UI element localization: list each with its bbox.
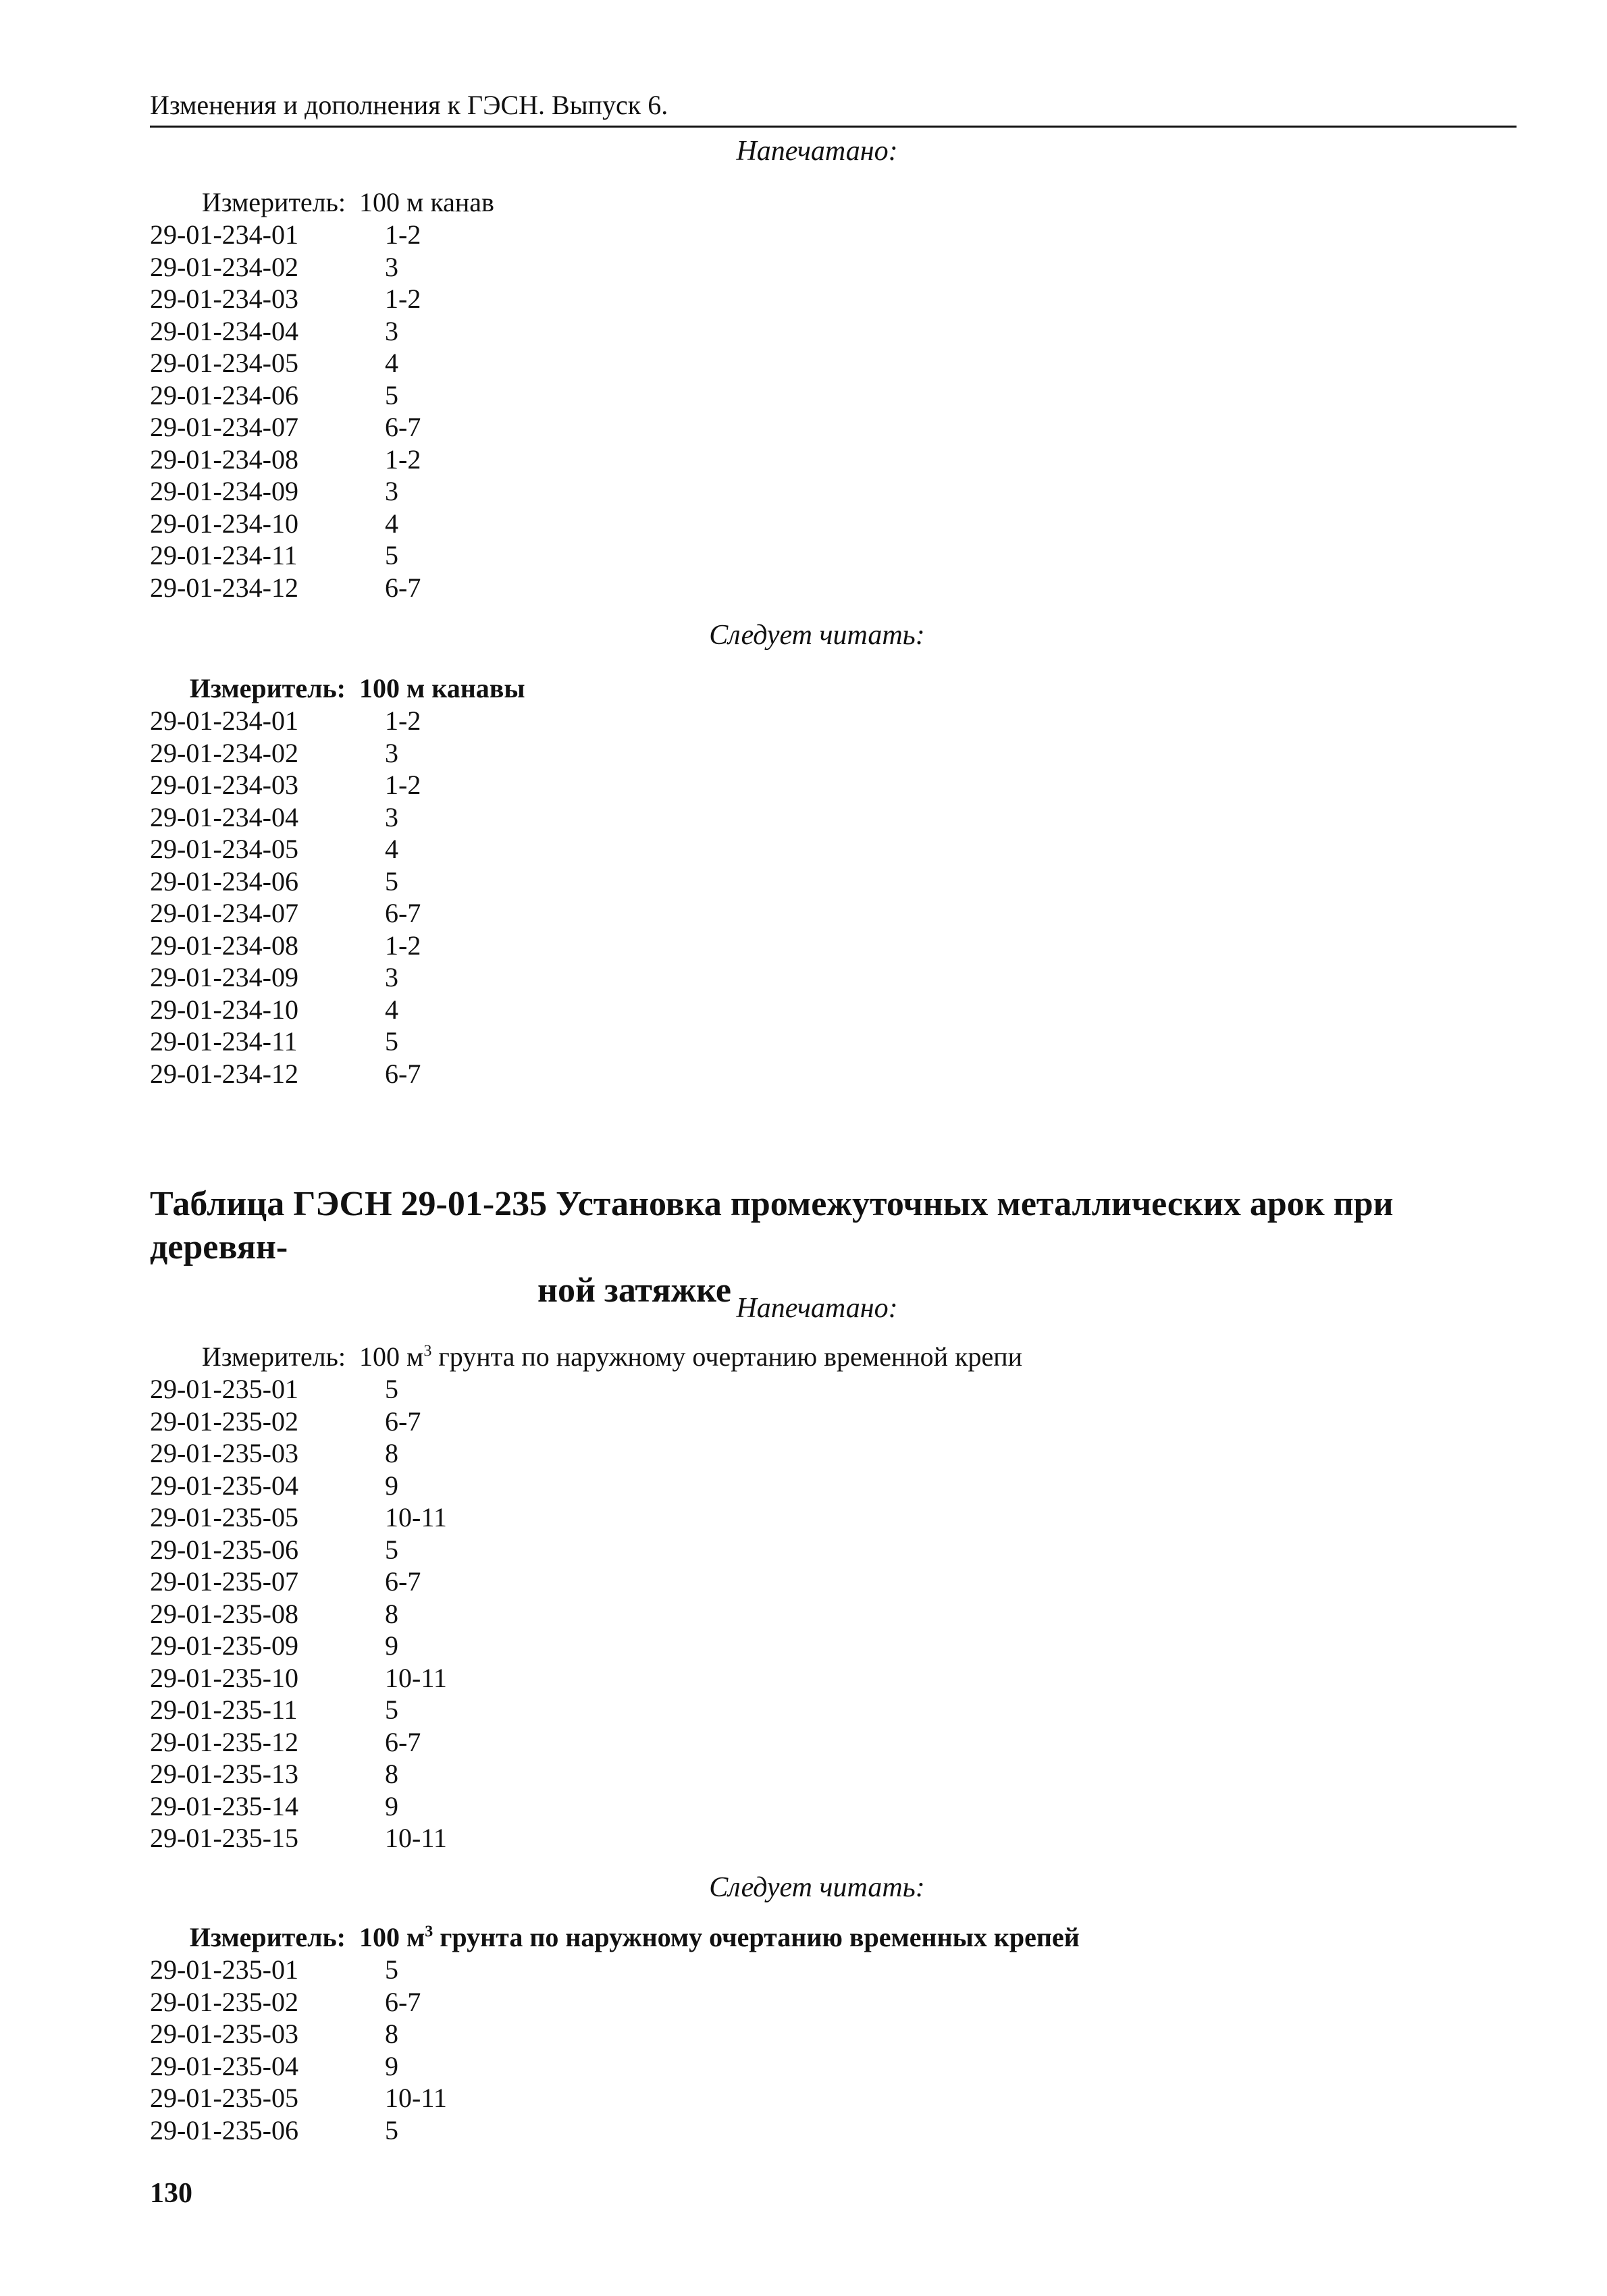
table-row [150,705,525,737]
row-value: 10-11 [385,1502,447,1532]
row-value: 4 [385,834,398,864]
row-code: 29-01-235-03 [150,2019,298,2049]
table-row [150,2114,1080,2147]
table-row [150,219,494,251]
table-row [150,251,494,284]
table-row [150,1726,1022,1759]
row-value: 5 [385,1954,398,1985]
measurer-value: 100 $м^3$ грунта по наружному очертанию временной крепи [359,1341,1023,1372]
row-code: 29-01-235-02 [150,1986,298,2017]
row-value: 6-7 [385,1058,421,1089]
row-value: 1-2 [385,705,421,736]
row-value: 5 [385,1026,398,1057]
table-row [150,994,525,1026]
table-row [150,283,494,315]
row-value: 5 [385,2114,398,2145]
measurer-value: 100 $м^3$ грунта по наружному очертанию временных крепей [359,1922,1080,1952]
row-value: 10-11 [385,2083,447,2113]
row-code: 29-01-234-03 [150,770,298,800]
row-value: 3 [385,476,398,506]
row-value: 4 [385,508,398,539]
row-value: 6-7 [385,572,421,603]
row-value: 10-11 [385,1823,447,1853]
section-235-corrected [150,1921,1080,2146]
table-row [150,961,525,994]
measurer-line [150,186,494,219]
row-code: 29-01-234-04 [150,315,298,346]
row-value: 6-7 [385,1566,421,1597]
measurer-label: Измеритель: [201,187,346,217]
row-value: 5 [385,865,398,897]
table-row [150,1566,1022,1598]
table-row [150,801,525,834]
table-row [150,897,525,930]
rows [150,705,525,1090]
rows [150,219,494,604]
row-code: 29-01-235-07 [150,1566,298,1597]
table-row [150,1694,1022,1726]
row-code: 29-01-234-06 [150,379,298,410]
printed-label: Напечатано: [736,136,898,167]
table-row [150,1373,1022,1406]
row-code: 29-01-234-10 [150,994,298,1025]
table-row [150,737,525,770]
measurer-line [150,1921,1080,1954]
row-code: 29-01-235-01 [150,1374,298,1404]
section-234-printed [150,186,494,604]
table-row [150,1406,1022,1438]
row-code: 29-01-235-06 [150,2114,298,2145]
row-code: 29-01-234-05 [150,348,298,378]
table-row [150,1954,1080,1986]
table-row [150,475,494,508]
table-row [150,865,525,898]
table-row [150,347,494,379]
row-code: 29-01-234-11 [150,1026,298,1057]
table-row [150,2082,1080,2114]
should-read-label: Следует читать: [709,1872,925,1903]
row-code: 29-01-235-11 [150,1694,298,1725]
row-code: 29-01-235-03 [150,1438,298,1468]
table-row [150,315,494,348]
table-row [150,2018,1080,2050]
row-value: 5 [385,1694,398,1725]
row-code: 29-01-235-13 [150,1759,298,1789]
table-row [150,508,494,540]
measurer-label: Измеритель: [201,1341,346,1372]
table-row [150,1058,525,1090]
table-row [150,930,525,962]
row-value: 3 [385,315,398,346]
row-code: 29-01-235-04 [150,1470,298,1501]
row-code: 29-01-234-07 [150,412,298,442]
row-code: 29-01-235-15 [150,1823,298,1853]
row-value: 5 [385,1534,398,1565]
table-row [150,1025,525,1058]
row-code: 29-01-234-12 [150,572,298,603]
row-value: 6-7 [385,412,421,442]
table-row [150,1758,1022,1790]
table-title-line2: ной затяжке [537,1271,731,1310]
table-row [150,1790,1022,1823]
table-row [150,833,525,865]
row-code: 29-01-234-04 [150,801,298,832]
row-value: 3 [385,962,398,992]
row-code: 29-01-234-01 [150,705,298,736]
row-code: 29-01-234-06 [150,865,298,897]
row-code: 29-01-234-08 [150,444,298,475]
row-value: 1-2 [385,444,421,475]
running-header: Изменения и дополнения к ГЭСН. Выпуск 6. [150,90,668,120]
row-code: 29-01-234-09 [150,962,298,992]
table-row [150,1501,1022,1534]
row-value: 6-7 [385,898,421,928]
measurer-value: 100 м канавы [359,673,525,703]
row-code: 29-01-234-01 [150,219,298,250]
row-code: 29-01-234-11 [150,540,298,570]
row-value: 4 [385,348,398,378]
row-code: 29-01-234-09 [150,476,298,506]
measurer-line [150,672,525,705]
row-value: 9 [385,2050,398,2081]
row-value: 8 [385,1598,398,1629]
row-value: 6-7 [385,1726,421,1757]
table-row [150,1598,1022,1630]
row-value: 9 [385,1630,398,1661]
row-code: 29-01-235-10 [150,1662,298,1693]
table-row [150,1822,1022,1854]
printed-label: Напечатано: [736,1293,898,1324]
row-value: 1-2 [385,930,421,961]
section-234-corrected [150,672,525,1090]
table-row [150,2050,1080,2083]
table-row [150,572,494,604]
row-value: 5 [385,379,398,410]
row-value: 9 [385,1790,398,1821]
row-value: 1-2 [385,770,421,800]
should-read-label: Следует читать: [709,620,925,651]
row-code: 29-01-234-07 [150,898,298,928]
row-code: 29-01-234-03 [150,284,298,314]
row-code: 29-01-234-12 [150,1058,298,1089]
table-row [150,444,494,476]
row-value: 1-2 [385,219,421,250]
row-code: 29-01-234-02 [150,251,298,282]
row-value: 3 [385,251,398,282]
row-value: 9 [385,1470,398,1501]
row-value: 8 [385,2019,398,2049]
table-row [150,1470,1022,1502]
rows [150,1954,1080,2146]
table-row [150,769,525,801]
row-code: 29-01-234-10 [150,508,298,539]
table-row [150,1437,1022,1470]
table-row [150,411,494,444]
section-235-printed [150,1341,1022,1854]
row-code: 29-01-235-05 [150,1502,298,1532]
row-value: 3 [385,801,398,832]
row-value: 6-7 [385,1986,421,2017]
table-row [150,1534,1022,1566]
row-code: 29-01-234-05 [150,834,298,864]
row-code: 29-01-234-08 [150,930,298,961]
table-row [150,1986,1080,2019]
measurer-value: 100 м канав [359,187,494,217]
row-code: 29-01-235-14 [150,1790,298,1821]
measurer-line [150,1341,1022,1373]
row-code: 29-01-235-08 [150,1598,298,1629]
table-row [150,539,494,572]
measurer-label: Измеритель: [189,673,346,703]
rows [150,1373,1022,1854]
header-rule [150,126,1517,128]
row-value: 5 [385,540,398,570]
row-code: 29-01-235-05 [150,2083,298,2113]
row-code: 29-01-234-02 [150,737,298,768]
row-code: 29-01-235-06 [150,1534,298,1565]
row-value: 3 [385,737,398,768]
row-value: 8 [385,1438,398,1468]
row-value: 10-11 [385,1662,447,1693]
row-code: 29-01-235-04 [150,2050,298,2081]
row-value: 1-2 [385,284,421,314]
table-row [150,1630,1022,1662]
row-code: 29-01-235-12 [150,1726,298,1757]
row-code: 29-01-235-02 [150,1406,298,1437]
measurer-label: Измеритель: [189,1922,346,1952]
table-title-line1: Таблица ГЭСН 29-01-235 Установка промежуточных металлических арок при деревян- [150,1185,1394,1266]
page-number: 130 [150,2178,192,2209]
row-value: 8 [385,1759,398,1789]
row-code: 29-01-235-01 [150,1954,298,1985]
row-value: 6-7 [385,1406,421,1437]
row-code: 29-01-235-09 [150,1630,298,1661]
table-row [150,1662,1022,1694]
row-value: 4 [385,994,398,1025]
table-row [150,379,494,412]
row-value: 5 [385,1374,398,1404]
